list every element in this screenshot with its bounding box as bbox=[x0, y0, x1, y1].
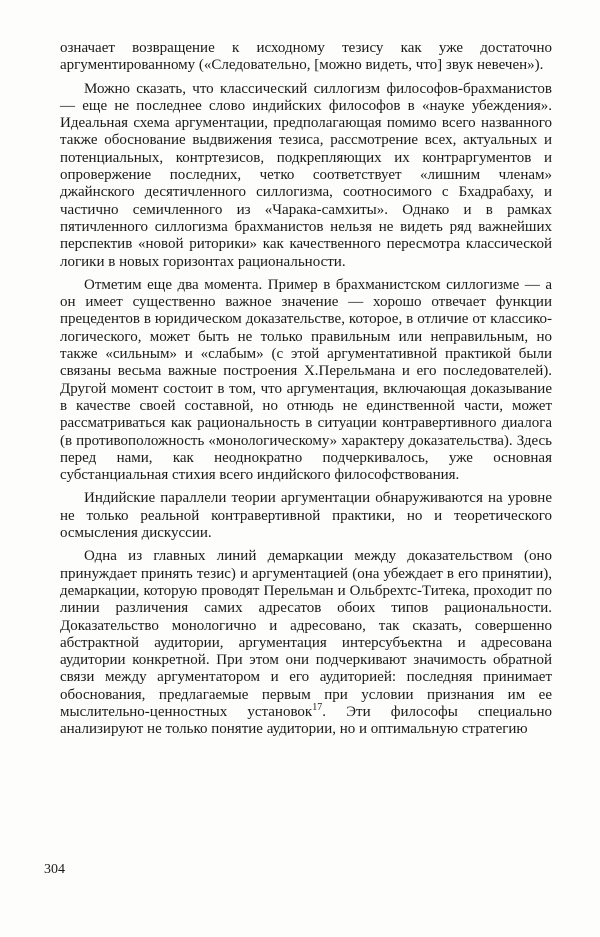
page-number: 304 bbox=[44, 862, 65, 877]
paragraph-4: Индийские параллели теории аргументации обнаруживаются на уровне не только реальной контравертивной практики, но и теоретического осмысления дискуссии. bbox=[60, 490, 552, 542]
paragraph-2: Можно сказать, что классический силлогизм философов-брахманистов — еще не последнее слово индийских философов в «науке убеждения». Идеальная схема аргументации, предполагающая помимо всего названного также обоснование выдвижения тезиса, рассмотрение всех, актуальных и потенциальных, контртезисов, подкрепляющих их контраргументов и опровержение последних, четко соответствует «лишним членам» джайнского десятичленного силлогизма, соотносимого с Бхадрабаху, и частично семичленного из «Чарака-самхиты». Однако и в рамках пятичленного силлогизма брахманистов нельзя не видеть ряд важнейших перспектив «новой риторики» как качественного пересмотра классической логики в новых горизонтах рациональности. bbox=[60, 80, 552, 270]
paragraph-1: означает возвращение к исходному тезису как уже достаточно аргументированному («Следовательно, [можно видеть, что] звук невечен»). bbox=[60, 40, 552, 74]
paragraph-5-tail: Эти философы специально анализируют не только понятие аудитории, но и оптимальную стратегию bbox=[60, 703, 552, 738]
page-body bbox=[60, 40, 552, 745]
paragraph-5: Одна из главных линий демаркации между доказательством (оно принуждает принять тезис) и аргументацией (она убеждает в его принятии), демаркации, которую проводят Перельман и Ольбрехтс-Титека, проходит по линии различения самих адресатов обоих типов рациональности. Доказательство монологично и адресовано, так сказать, совершенно абстрактной аудитории, аргументация интерсубъектна и адресована аудитории конкретной. При этом они подчеркивают значимость обратной связи между аргументатором и его аудиторией: последняя принимает обоснования, предлагаемые первым при условии признания им ее мыслительно-ценностных установок$^{17}$. Эти философы специально анализируют не только понятие аудитории, но и оптимальную стратегию bbox=[60, 548, 552, 738]
footnote-reference: 17 bbox=[312, 701, 323, 713]
paragraph-5-text: Одна из главных линий демаркации между доказательством (оно принуждает принять тезис) и аргументацией (она убеждает в его принятии), демаркации, которую проводят Перельман и Ольбрехтс-Титека, проходит по линии различения самих адресатов обоих типов рациональности. Доказательство монологично и адресовано, так сказать, совершенно абстрактной аудитории, аргументация интерсубъектна и адресована аудитории конкретной. При этом они подчеркивают значимость обратной связи между аргументатором и его аудиторией: последняя принимает обоснования, предлагаемые первым при условии признания им ее мыслительно-ценностных установок bbox=[60, 548, 552, 720]
paragraph-3: Отметим еще два момента. Пример в брахманистском силлогизме — а он имеет существенно важное значение — хорошо отвечает функции прецедентов в юридическом доказательстве, которое, в отличие от классико-логического, может быть не только правильным или неправильным, но также «сильным» и «слабым» (с этой аргументативной практикой были связаны весьма важные построения Х.Перельмана и его последователей). Другой момент состоит в том, что аргументация, включающая доказывание в качестве своей составной, но отнюдь не единственной части, может рассматриваться как рациональность в ситуации контравертивного диалога (в противоположность «монологическому» характеру доказательства). Здесь перед нами, как неоднократно подчеркивалось, уже основная субстанциальная стихия всего индийского философствования. bbox=[60, 276, 552, 484]
